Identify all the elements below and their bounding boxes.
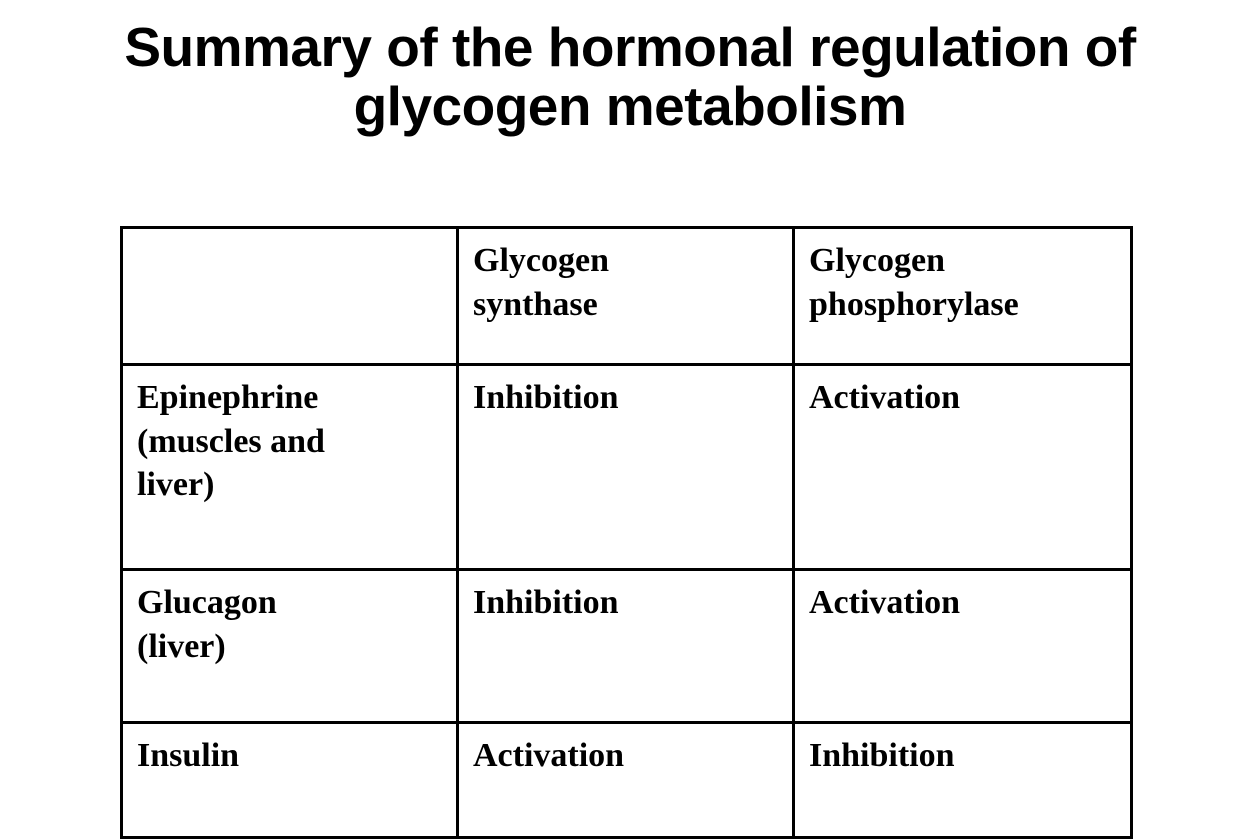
summary-table	[120, 226, 1133, 839]
cell-epinephrine-glycogen-synthase: Inhibition	[458, 365, 794, 570]
row-label-line-1: Glucagon	[137, 584, 277, 621]
row-label-line-1: Epinephrine	[137, 379, 319, 416]
row-label-line-1: Insulin	[137, 737, 240, 774]
cell-glucagon-glycogen-phosphorylase: Activation	[794, 570, 1132, 723]
row-label-insulin	[122, 723, 458, 838]
cell-epinephrine-glycogen-phosphorylase: Activation	[794, 365, 1132, 570]
table-header-cell-glycogen-synthase	[458, 228, 794, 365]
row-label-line-2: (muscles and	[137, 422, 325, 460]
table-header-cell-blank	[122, 228, 458, 365]
row-label-line-3: liver)	[137, 466, 215, 504]
header-line-2: synthase	[473, 285, 598, 323]
cell-insulin-glycogen-synthase: Activation	[458, 723, 794, 838]
header-line-1: Glycogen	[809, 242, 945, 279]
table-row	[122, 365, 1132, 570]
row-label-glucagon	[122, 570, 458, 723]
row-label-epinephrine	[122, 365, 458, 570]
table-row	[122, 723, 1132, 838]
row-label-line-2: (liver)	[137, 627, 226, 665]
header-line-1: Glycogen	[473, 242, 609, 279]
page-title: Summary of the hormonal regulation of glycogen metabolism	[124, 16, 1136, 138]
table-row	[122, 570, 1132, 723]
table-header-cell-glycogen-phosphorylase	[794, 228, 1132, 365]
table-header-row	[122, 228, 1132, 365]
header-line-2: phosphorylase	[809, 285, 1019, 323]
cell-glucagon-glycogen-synthase: Inhibition	[458, 570, 794, 723]
summary-table-container	[120, 226, 1130, 839]
cell-insulin-glycogen-phosphorylase: Inhibition	[794, 723, 1132, 838]
